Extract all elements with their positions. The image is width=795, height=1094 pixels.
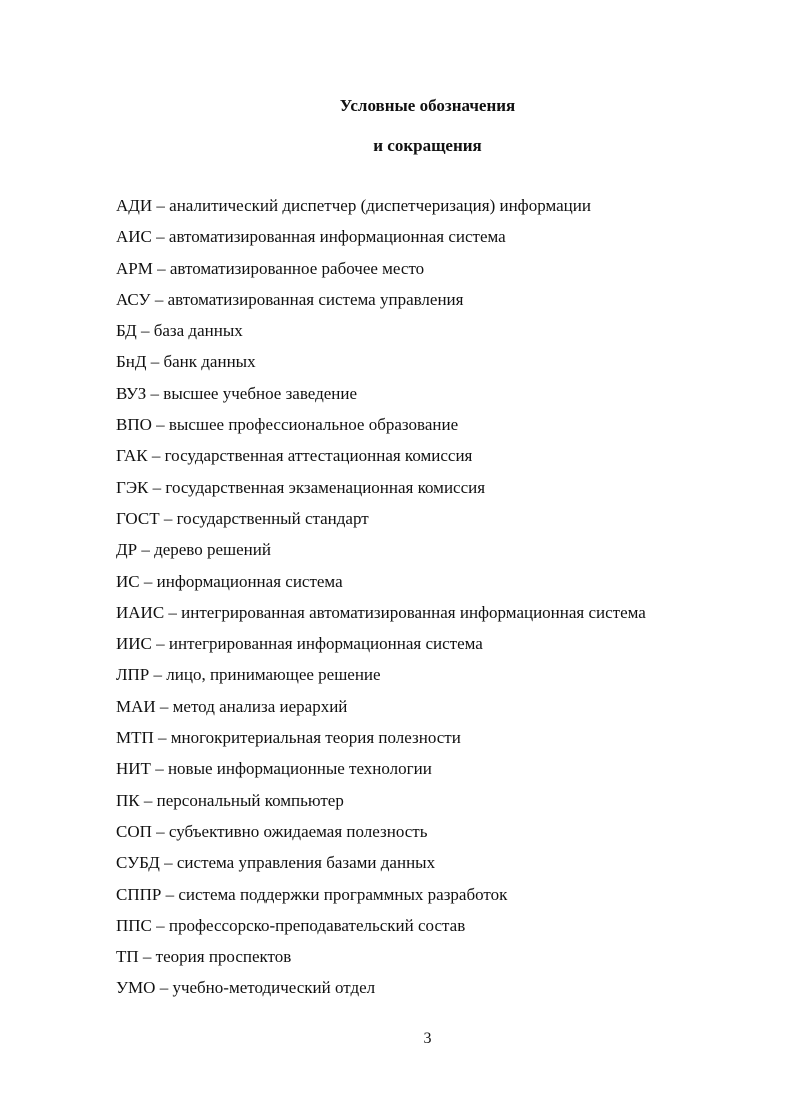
abbreviation-term: МТП	[116, 728, 154, 748]
abbreviation-term: ПК	[116, 790, 140, 810]
abbreviation-item	[116, 440, 646, 471]
abbreviation-separator: –	[139, 571, 157, 591]
abbreviation-definition: государственный стандарт	[176, 508, 369, 528]
abbreviation-separator: –	[151, 227, 169, 247]
abbreviation-term: ИС	[116, 571, 140, 591]
abbreviation-item	[116, 284, 646, 315]
abbreviation-separator: –	[151, 915, 169, 935]
abbreviation-definition: новые информационные технологии	[167, 759, 432, 779]
abbreviation-item	[116, 190, 646, 221]
abbreviation-separator: –	[155, 696, 173, 716]
abbreviation-separator: –	[150, 759, 168, 779]
abbreviation-definition: лицо, принимающее решение	[166, 665, 381, 685]
abbreviation-separator: –	[136, 321, 154, 341]
abbreviation-definition: государственная экзаменационная комиссия	[165, 477, 486, 497]
abbreviation-item	[116, 378, 646, 409]
abbreviation-item	[116, 659, 646, 690]
abbreviation-separator: –	[152, 196, 170, 215]
abbreviation-item	[116, 847, 646, 878]
abbreviation-term: АДИ	[116, 196, 153, 215]
abbreviation-item	[116, 597, 646, 628]
abbreviation-separator: –	[152, 258, 170, 278]
abbreviation-item	[116, 753, 646, 784]
page-title: Условные обозначения	[339, 96, 516, 115]
abbreviation-term: ИАИС	[116, 602, 165, 622]
abbreviation-definition: база данных	[153, 321, 243, 341]
abbreviation-definition: интегрированная автоматизированная информационная система	[181, 602, 646, 622]
abbreviation-item	[116, 315, 646, 346]
abbreviation-term: ТП	[116, 947, 139, 967]
abbreviation-item	[116, 566, 646, 597]
abbreviation-item	[116, 691, 646, 722]
abbreviation-separator: –	[164, 602, 182, 622]
abbreviation-definition: информационная система	[156, 571, 343, 591]
abbreviation-term: ГЭК	[116, 477, 149, 497]
abbreviation-definition: государственная аттестационная комиссия	[164, 446, 473, 466]
abbreviation-item	[116, 941, 646, 972]
abbreviation-separator: –	[151, 821, 169, 841]
page-subtitle: и сокращения	[373, 136, 482, 155]
abbreviation-definition: профессорско-преподавательский состав	[168, 915, 466, 935]
abbreviation-item	[116, 628, 646, 659]
abbreviation-definition: высшее учебное заведение	[163, 383, 358, 403]
abbreviation-separator: –	[150, 289, 168, 309]
abbreviation-definition: теория проспектов	[155, 947, 292, 967]
abbreviation-separator: –	[155, 978, 173, 998]
abbreviation-term: ППС	[116, 915, 152, 935]
abbreviation-term: БнД	[116, 352, 147, 372]
abbreviation-term: ГОСТ	[116, 508, 160, 528]
abbreviation-definition: высшее профессиональное образование	[168, 415, 459, 435]
abbreviation-term: АРМ	[116, 258, 153, 278]
abbreviation-separator: –	[137, 540, 155, 560]
abbreviation-term: НИТ	[116, 759, 151, 779]
abbreviation-term: ВУЗ	[116, 383, 147, 403]
abbreviation-definition: автоматизированная информационная система	[168, 227, 506, 247]
abbreviation-separator: –	[139, 790, 157, 810]
abbreviation-term: ВПО	[116, 415, 152, 435]
abbreviation-item	[116, 409, 646, 440]
abbreviation-term: ИИС	[116, 634, 152, 654]
abbreviation-definition: автоматизированное рабочее место	[169, 258, 425, 278]
abbreviation-term: ГАК	[116, 446, 148, 466]
abbreviation-separator: –	[146, 352, 164, 372]
abbreviation-term: СППР	[116, 884, 162, 904]
abbreviation-item	[116, 346, 646, 377]
abbreviation-separator: –	[151, 634, 169, 654]
abbreviation-item	[116, 253, 646, 284]
abbreviation-term: АСУ	[116, 289, 151, 309]
abbreviation-definition: метод анализа иерархий	[172, 696, 348, 716]
abbreviation-list	[116, 190, 646, 1004]
abbreviation-definition: многокритериальная теория полезности	[170, 728, 461, 748]
abbreviation-separator: –	[161, 884, 179, 904]
abbreviation-term: МАИ	[116, 696, 156, 716]
abbreviation-separator: –	[138, 947, 156, 967]
abbreviation-term: ДР	[116, 540, 138, 560]
abbreviation-separator: –	[151, 415, 169, 435]
abbreviation-definition: дерево решений	[154, 540, 271, 560]
abbreviation-separator: –	[147, 446, 165, 466]
abbreviation-separator: –	[149, 665, 167, 685]
abbreviation-item	[116, 722, 646, 753]
abbreviation-definition: система управления базами данных	[176, 853, 436, 873]
abbreviation-term: СУБД	[116, 853, 160, 873]
abbreviation-item	[116, 472, 646, 503]
abbreviation-term: УМО	[116, 978, 156, 998]
abbreviation-definition: аналитический диспетчер (диспетчеризация) информации	[169, 196, 591, 215]
abbreviation-term: СОП	[116, 821, 152, 841]
abbreviation-definition: персональный компьютер	[156, 790, 344, 810]
abbreviation-definition: субъективно ожидаемая полезность	[168, 821, 428, 841]
abbreviation-separator: –	[159, 853, 177, 873]
abbreviation-item	[116, 534, 646, 565]
abbreviation-item	[116, 221, 646, 252]
abbreviation-term: БД	[116, 321, 137, 341]
abbreviation-separator: –	[153, 728, 171, 748]
abbreviation-definition: система поддержки программных разработок	[178, 884, 508, 904]
abbreviation-definition: интегрированная информационная система	[168, 634, 483, 654]
abbreviation-separator: –	[159, 508, 177, 528]
abbreviation-item	[116, 503, 646, 534]
abbreviation-item	[116, 910, 646, 941]
abbreviation-item	[116, 816, 646, 847]
abbreviation-separator: –	[146, 383, 164, 403]
abbreviation-separator: –	[148, 477, 166, 497]
abbreviation-definition: автоматизированная система управления	[167, 289, 464, 309]
abbreviation-term: ЛПР	[116, 665, 150, 685]
abbreviation-definition: учебно-методический отдел	[172, 978, 376, 998]
abbreviation-item	[116, 879, 646, 910]
abbreviation-definition: банк данных	[163, 352, 256, 372]
abbreviation-term: АИС	[116, 227, 152, 247]
page-number: 3	[423, 1030, 432, 1047]
abbreviation-item	[116, 972, 646, 1003]
abbreviation-item	[116, 785, 646, 816]
